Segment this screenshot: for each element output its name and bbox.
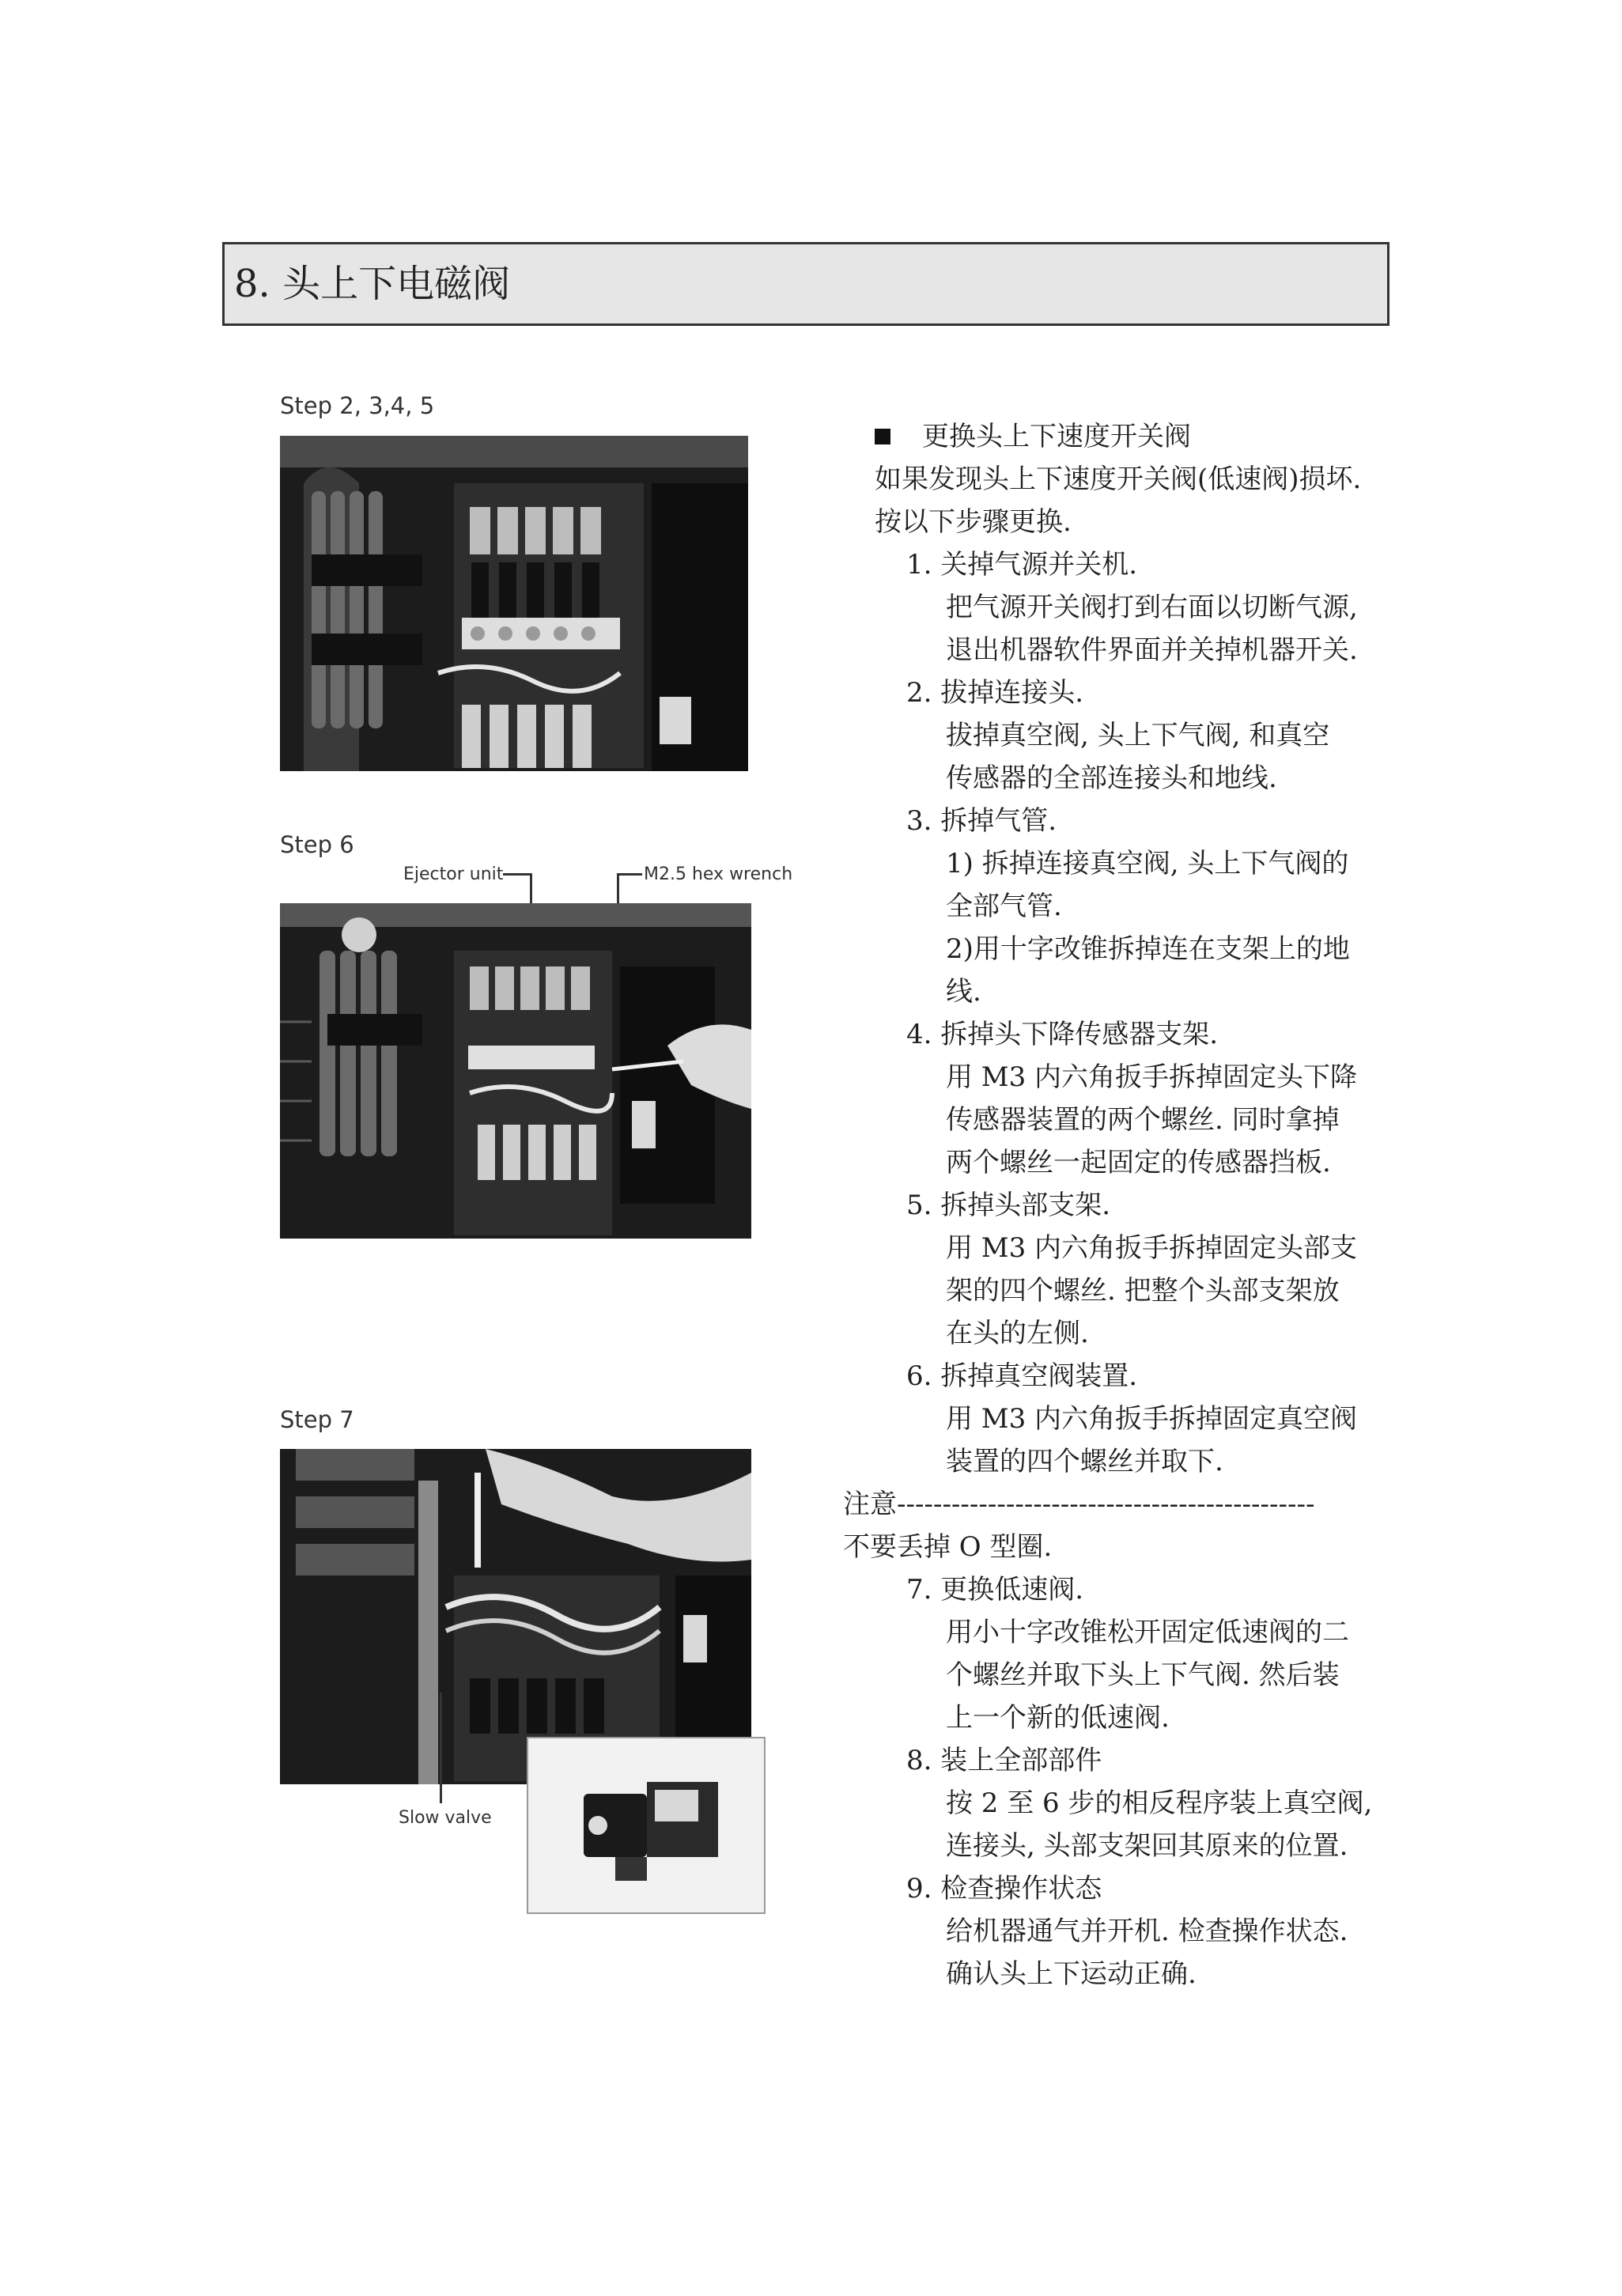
step-number: 8.: [906, 1745, 932, 1776]
step-title-text: 更换低速阀.: [940, 1574, 1084, 1606]
step-title-text: 检查操作状态: [940, 1873, 1102, 1905]
step-7-body: 上一个新的低速阀.: [946, 1702, 1170, 1734]
slow-valve-leader: [440, 1693, 442, 1803]
note-text: 不要丢掉 O 型圈.: [843, 1531, 1053, 1563]
step-2-body: 拔掉真空阀, 头上下气阀, 和真空: [946, 720, 1330, 751]
step-title-text: 关掉气源并关机.: [940, 549, 1138, 581]
step-6-title: [906, 1355, 1137, 1398]
step-number: 4.: [906, 1019, 932, 1050]
step-7-body: 个螺丝并取下头上下气阀. 然后装: [946, 1659, 1340, 1691]
step-4-body: 用 M3 内六角扳手拆掉固定头下降: [946, 1061, 1358, 1093]
step-6-label: Step 6: [280, 831, 354, 858]
section-number: 8.: [234, 262, 270, 306]
step-3-body: 线.: [946, 976, 981, 1008]
step-3-body: 全部气管.: [946, 891, 1062, 922]
step-4-body: 两个螺丝一起固定的传感器挡板.: [946, 1147, 1331, 1178]
step-9-body: 给机器通气并开机. 检查操作状态.: [946, 1916, 1348, 1947]
ejector-unit-label: Ejector unit: [403, 864, 504, 884]
ejector-unit-leader-h: [503, 873, 531, 876]
photo-step-6: [280, 903, 751, 1239]
intro-line: 按以下步骤更换.: [875, 506, 1072, 538]
photo-step-2-5: [280, 436, 748, 771]
step-number: 2.: [906, 677, 932, 709]
step-1-body: 把气源开关阀打到右面以切断气源,: [946, 592, 1358, 623]
slow-valve-label: Slow valve: [399, 1808, 492, 1828]
step-3-body: 2)用十字改锥拆掉连在支架上的地: [946, 933, 1350, 965]
section-title-text: 头上下电磁阀: [282, 262, 511, 306]
instruction-heading: [875, 415, 1191, 458]
step-3-body: 1) 拆掉连接真空阀, 头上下气阀的: [946, 848, 1349, 879]
step-title-text: 拆掉气管.: [940, 805, 1057, 837]
step-6-body: 用 M3 内六角扳手拆掉固定真空阀: [946, 1403, 1358, 1435]
step-title-text: 拆掉头下降传感器支架.: [940, 1019, 1219, 1050]
step-title-text: 拆掉真空阀装置.: [940, 1360, 1138, 1392]
step-title-text: 拆掉头部支架.: [940, 1190, 1111, 1221]
step-number: 9.: [906, 1873, 932, 1905]
step-4-title: [906, 1013, 1218, 1056]
step-3-title: [906, 800, 1057, 842]
step-8-title: [906, 1739, 1102, 1782]
step-5-title: [906, 1184, 1110, 1227]
hex-wrench-leader-h: [617, 873, 642, 876]
step-9-body: 确认头上下运动正确.: [946, 1958, 1197, 1990]
step-5-body: 在头的左侧.: [946, 1318, 1089, 1349]
step-7-body: 用小十字改锥松开固定低速阀的二: [946, 1617, 1349, 1648]
step-8-body: 按 2 至 6 步的相反程序装上真空阀,: [946, 1787, 1373, 1819]
step-2-title: [906, 671, 1083, 714]
photo-slow-valve: [527, 1737, 766, 1914]
step-4-body: 传感器装置的两个螺丝. 同时拿掉: [946, 1104, 1340, 1136]
section-title: [234, 260, 510, 308]
hex-wrench-label: M2.5 hex wrench: [644, 864, 793, 884]
step-8-body: 连接头, 头部支架回其原来的位置.: [946, 1830, 1348, 1862]
step-1-body: 退出机器软件界面并关掉机器开关.: [946, 634, 1358, 666]
step-5-body: 架的四个螺丝. 把整个头部支架放: [946, 1275, 1340, 1307]
square-bullet-icon: [875, 429, 890, 444]
step-6-body: 装置的四个螺丝并取下.: [946, 1446, 1223, 1477]
step-number: 7.: [906, 1574, 932, 1606]
step-2-5-label: Step 2, 3,4, 5: [280, 392, 435, 419]
heading-text: 更换头上下速度开关阀: [922, 421, 1191, 452]
step-title-text: 装上全部部件: [940, 1745, 1102, 1776]
step-1-title: [906, 543, 1137, 586]
step-7-title: [906, 1568, 1083, 1611]
photo-step-7: [280, 1449, 751, 1784]
step-7-label: Step 7: [280, 1406, 354, 1433]
step-9-title: [906, 1867, 1102, 1910]
step-title-text: 拔掉连接头.: [940, 677, 1084, 709]
step-number: 6.: [906, 1360, 932, 1392]
intro-line: 如果发现头上下速度开关阀(低速阀)损坏.: [875, 463, 1362, 495]
note-divider: 注意----------------------------------------------: [843, 1488, 1315, 1520]
step-number: 5.: [906, 1190, 932, 1221]
step-number: 1.: [906, 549, 932, 581]
step-5-body: 用 M3 内六角扳手拆掉固定头部支: [946, 1232, 1358, 1264]
step-number: 3.: [906, 805, 932, 837]
step-2-body: 传感器的全部连接头和地线.: [946, 762, 1277, 794]
